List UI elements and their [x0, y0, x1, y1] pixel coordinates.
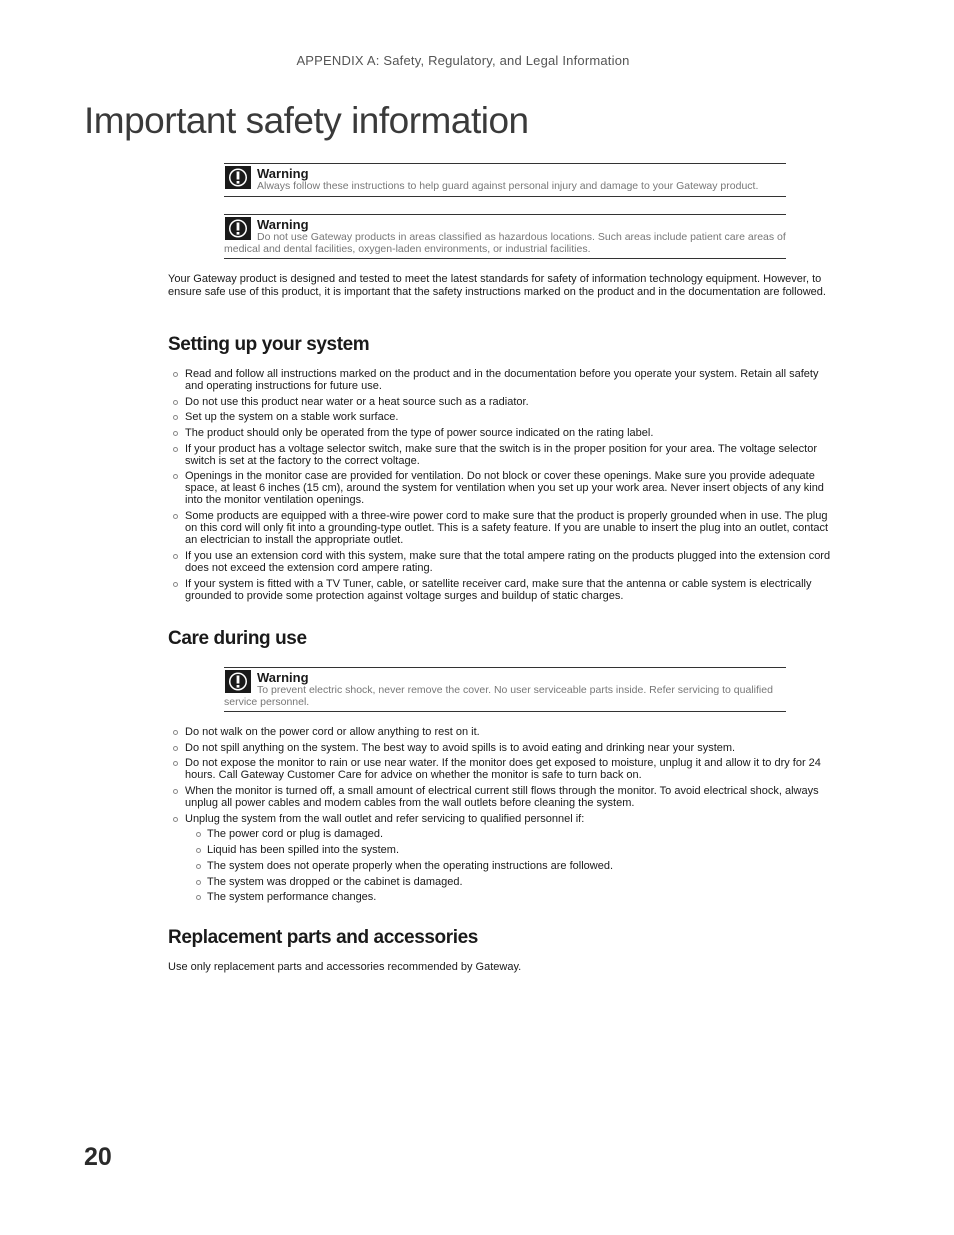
list-item: Do not spill anything on the system. The best way to avoid spills is to avoid eating and drinking near your system. [168, 742, 838, 754]
list-item: Unplug the system from the wall outlet and refer servicing to qualified personnel if: [168, 813, 838, 825]
warning-title: Warning [257, 217, 309, 232]
list-item: Some products are equipped with a three-wire power cord to make sure that the product is properly grounded when in use. The plug on this cord will only fit into a grounding-type outlet. This is a safety feature. If you are unable to insert the plug into an outlet, contact an electrician to install the appropriate outlet. [168, 510, 838, 546]
list-item: Do not expose the monitor to rain or use near water. If the monitor does get exposed to moisture, unplug it and allow it to dry for 24 hours. Call Gateway Customer Care for advice on whether the monitor is safe to turn back on. [168, 757, 838, 781]
intro-paragraph: Your Gateway product is designed and tested to meet the latest standards for safety of information technology equipment. However, to ensure safe use of this product, it is important that the safety instructions marked on the product and in the documentation are followed. [168, 273, 826, 298]
section-heading-care: Care during use [168, 628, 307, 649]
list-item: Set up the system on a stable work surface. [168, 411, 838, 423]
section-heading-replacement: Replacement parts and accessories [168, 927, 478, 948]
sub-list-item: The system was dropped or the cabinet is damaged. [168, 876, 838, 888]
list-item: When the monitor is turned off, a small amount of electrical current still flows through the monitor. To avoid electrical shock, always unplug all power cables and modem cables from the wall outlets before cleaning the system. [168, 785, 838, 809]
list-item: If your system is fitted with a TV Tuner, cable, or satellite receiver card, make sure that the antenna or cable system is electrically grounded to provide some protection against voltage surges and buildup of static charges. [168, 578, 838, 602]
replacement-paragraph: Use only replacement parts and accessories recommended by Gateway. [168, 961, 522, 973]
list-item: Openings in the monitor case are provided for ventilation. Do not block or cover these openings. Make sure you provide adequate space, at least 6 inches (15 cm), around the system for ventilation when you set up your work area. Never insert objects of any kind into the monitor ventilation openings. [168, 470, 838, 506]
exclamation-circle-icon [225, 217, 251, 240]
warning-text: Do not use Gateway products in areas classified as hazardous locations. Such areas include patient care areas of medical and dental facilities, oxygen-laden environments, or industrial facilities. [224, 231, 786, 255]
sub-list-item: Liquid has been spilled into the system. [168, 844, 838, 856]
exclamation-circle-icon [225, 670, 251, 693]
warning-text: To prevent electric shock, never remove the cover. No user serviceable parts inside. Refer servicing to qualified service personnel. [224, 684, 773, 708]
list-item: If your product has a voltage selector switch, make sure that the switch is in the proper position for your area. The voltage selector switch is set at the factory to the correct voltage. [168, 443, 838, 467]
list-item: The product should only be operated from the type of power source indicated on the rating label. [168, 427, 838, 439]
sub-list-item: The system performance changes. [168, 891, 838, 903]
setup-list [168, 368, 838, 605]
care-list [168, 726, 838, 907]
sub-list-item: The power cord or plug is damaged. [168, 828, 838, 840]
section-heading-setup: Setting up your system [168, 334, 370, 355]
list-item: Read and follow all instructions marked on the product and in the documentation before you operate your system. Retain all safety and operating instructions for future use. [168, 368, 838, 392]
list-item: If you use an extension cord with this system, make sure that the total ampere rating on the products plugged into the extension cord does not exceed the extension cord ampere rating. [168, 550, 838, 574]
warning-box [224, 214, 786, 259]
list-item: Do not use this product near water or a heat source such as a radiator. [168, 396, 838, 408]
page-number: 20 [84, 1143, 112, 1171]
warning-box [224, 163, 786, 197]
running-header: APPENDIX A: Safety, Regulatory, and Legal Information [296, 53, 630, 68]
list-item: Do not walk on the power cord or allow anything to rest on it. [168, 726, 838, 738]
exclamation-circle-icon [225, 166, 251, 189]
warning-title: Warning [257, 670, 309, 685]
warning-title: Warning [257, 166, 309, 181]
sub-list-item: The system does not operate properly when the operating instructions are followed. [168, 860, 838, 872]
warning-text: Always follow these instructions to help guard against personal injury and damage to your Gateway product. [257, 180, 759, 192]
page-title: Important safety information [84, 100, 529, 141]
warning-box [224, 667, 786, 712]
